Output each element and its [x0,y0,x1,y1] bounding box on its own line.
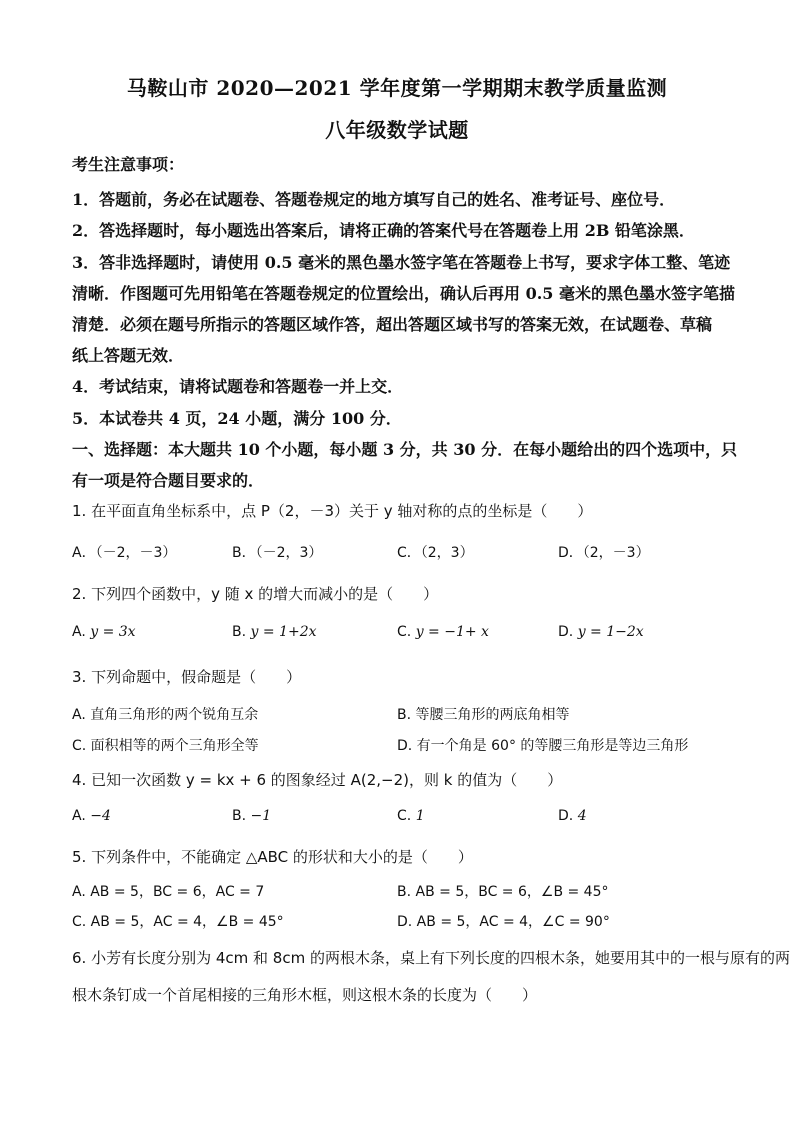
q4-option-b-val: −1 [250,808,272,824]
q3-option-a: A. 直角三角形的两个锐角互余 [72,707,259,723]
question-2: 2. 下列四个函数中，y 随 x 的增大而减小的是（ ） [72,585,439,603]
q2-option-d-expr: y = 1−2x [577,624,644,640]
q3-option-c: C. 面积相等的两个三角形全等 [72,738,259,754]
notice-line-4: 清晰．作图题可先用铅笔在答题卷规定的位置绘出，确认后再用 0.5 毫米的黑色墨水签字笔描 [72,284,735,303]
notice-line-5: 清楚．必须在题号所指示的答题区域作答，超出答题区域书写的答案无效，在试题卷、草稿 [72,315,713,334]
q4-option-c [397,808,425,824]
q4-option-c-letter: C. [397,808,412,824]
notice-line-8: 5．本试卷共 4 页，24 小题，满分 100 分． [72,409,402,428]
q2-option-c-letter: C. [397,624,412,640]
notice-line-2: 2．答选择题时，每小题选出答案后，请将正确的答案代号在答题卷上用 2B 铅笔涂黑． [72,221,695,240]
notice-heading: 考生注意事项： [72,155,185,174]
notice-line-7: 4．考试结束，请将试题卷和答题卷一并上交． [72,377,404,396]
q4-option-a-letter: A. [72,808,86,824]
q5-option-b: B. AB = 5，BC = 6，∠B = 45° [397,884,609,900]
q2-option-c [397,624,489,640]
question-6-line-2: 根木条钉成一个首尾相接的三角形木框，则这根木条的长度为（ ） [72,986,538,1004]
q5-option-d: D. AB = 5，AC = 4，∠C = 90° [397,914,610,930]
q2-option-d [558,624,644,640]
q2-option-a-expr: y = 3x [90,624,136,640]
q3-option-d: D. 有一个角是 60° 的等腰三角形是等边三角形 [397,738,689,754]
q4-option-b [232,808,271,824]
q5-option-c: C. AB = 5，AC = 4，∠B = 45° [72,914,284,930]
q2-option-b-expr: y = 1+2x [250,624,317,640]
q4-option-a-val: −4 [90,808,111,824]
section-heading: 一、选择题：本大题共 10 个小题，每小题 3 分，共 30 分．在每小题给出的四个选项中，只 [72,440,738,459]
q2-option-c-expr: y = −1+ x [415,624,489,640]
q1-option-d: D．（2，－3） [558,545,650,561]
q1-option-a: A．（－2，－3） [72,545,177,561]
q5-option-a: A. AB = 5，BC = 6，AC = 7 [72,884,265,900]
q4-option-a [72,808,111,824]
q1-option-b: B．（－2，3） [232,545,323,561]
exam-subtitle: 八年级数学试题 [325,118,469,142]
q2-option-a [72,624,136,640]
q2-option-b [232,624,317,640]
q2-option-a-letter: A. [72,624,86,640]
question-5: 5. 下列条件中，不能确定 △ABC 的形状和大小的是（ ） [72,848,473,866]
q4-option-d [558,808,587,824]
question-6-line-1: 6. 小芳有长度分别为 4cm 和 8cm 的两根木条，桌上有下列长度的四根木条，她要用其中的一根与原有的两 [72,949,790,967]
question-1: 1. 在平面直角坐标系中，点 P（2，－3）关于 y 轴对称的点的坐标是（ ） [72,502,593,520]
notice-line-1: 1．答题前，务必在试题卷、答题卷规定的地方填写自己的姓名、准考证号、座位号． [72,190,676,209]
q2-option-b-letter: B. [232,624,247,640]
notice-line-3: 3．答非选择题时，请使用 0.5 毫米的黑色墨水签字笔在答题卷上书写，要求字体工整、笔迹 [72,253,731,272]
exam-title: 马鞍山市 2020—2021 学年度第一学期期末教学质量监测 [126,76,668,100]
question-3: 3. 下列命题中，假命题是（ ） [72,668,302,686]
q4-option-d-val: 4 [577,808,587,824]
q4-option-c-val: 1 [415,808,425,824]
question-4: 4. 已知一次函数 y = kx + 6 的图象经过 A(2,−2)，则 k 的值为（ ） [72,771,563,789]
q1-option-c: C．（2，3） [397,545,474,561]
q2-option-d-letter: D. [558,624,574,640]
notice-line-6: 纸上答题无效． [72,346,185,365]
section-heading-cont: 有一项是符合题目要求的． [72,471,265,490]
q3-option-b: B. 等腰三角形的两底角相等 [397,707,570,723]
q4-option-d-letter: D. [558,808,574,824]
q4-option-b-letter: B. [232,808,247,824]
